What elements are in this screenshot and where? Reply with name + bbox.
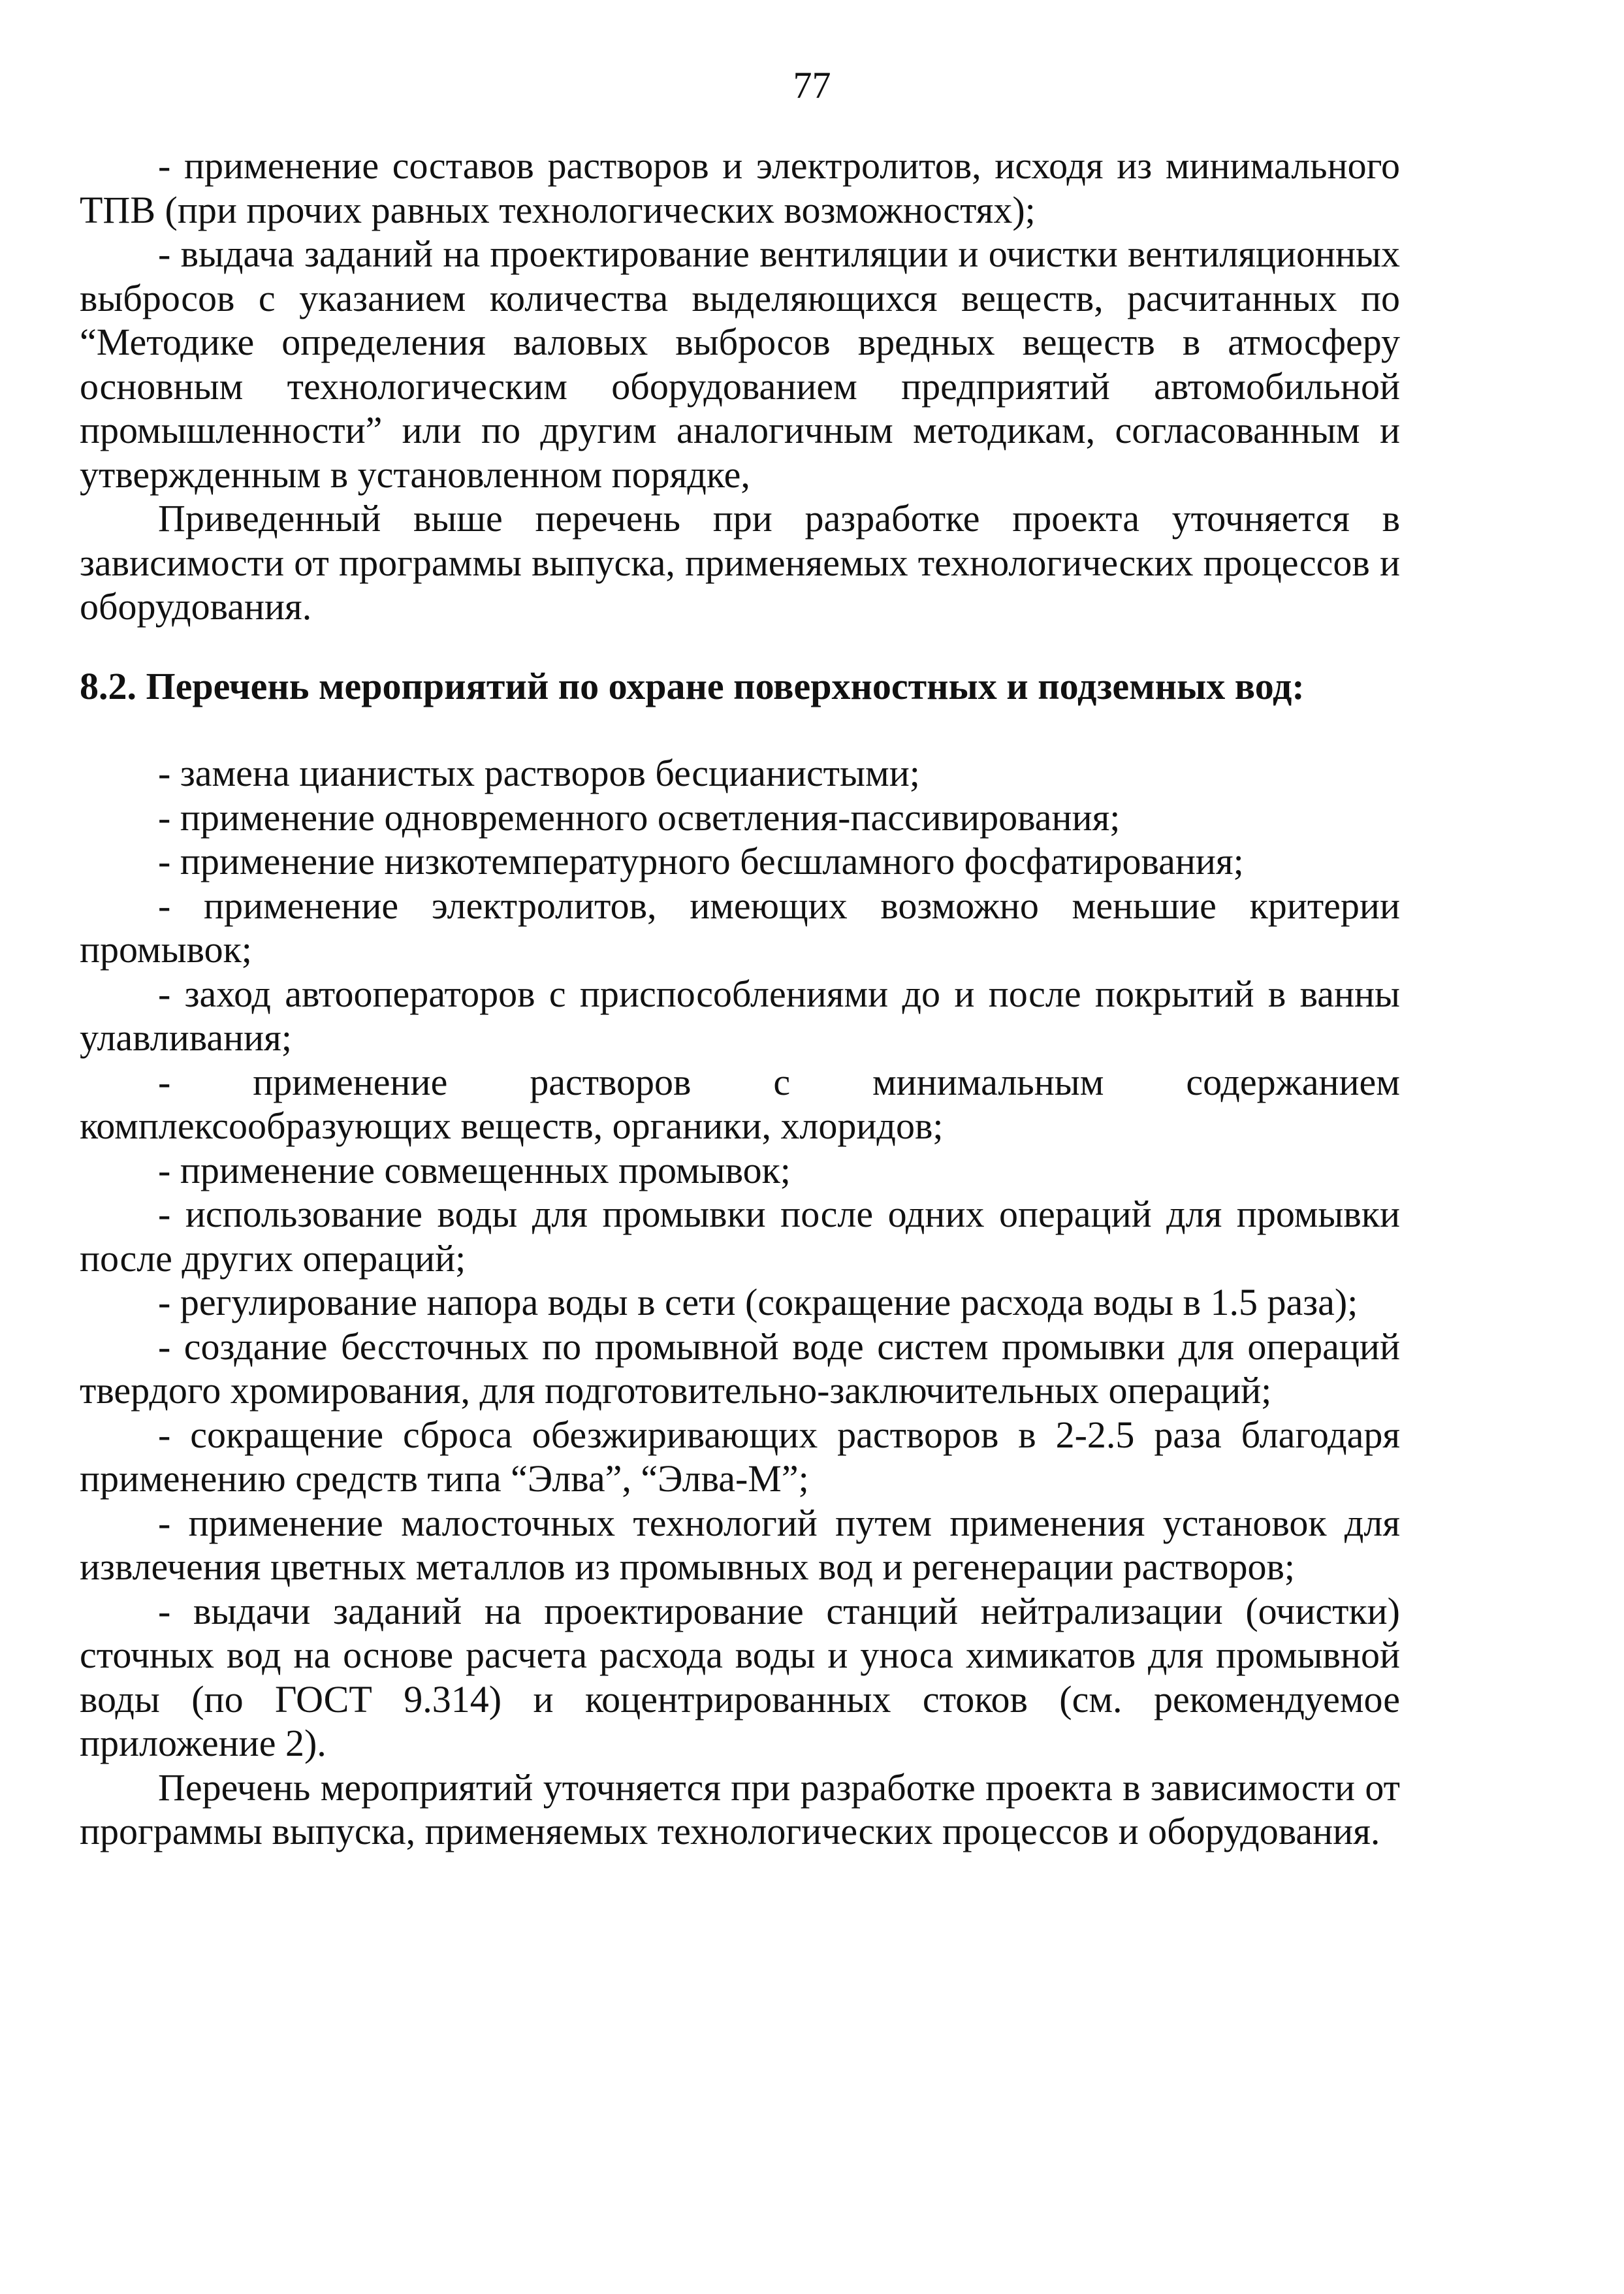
- measures-list: [80, 751, 1400, 1854]
- list-item: - выдачи заданий на проектирование станций нейтрализации (очистки) сточных вод на основе расчета расхода воды и уноса химикатов для промывной воды (по ГОСТ 9.314) и коцентрированных стоков (см. рекомендуемое приложение 2).: [80, 1589, 1400, 1764]
- list-item: - заход автооператоров с приспособлениями до и после покрытий в ванны улавливания;: [80, 972, 1400, 1059]
- list-item: - сокращение сброса обезжиривающих растворов в 2-2.5 раза благодаря применению средств типа “Элва”, “Элва-М”;: [80, 1413, 1400, 1500]
- list-item: - применение низкотемпературного бесшламного фосфатирования;: [158, 840, 1244, 882]
- list-item: - создание бессточных по промывной воде систем промывки для операций твердого хромирования, для подготовительно-заключительных операций;: [80, 1325, 1400, 1412]
- list-item: - применение одновременного осветления-пассивирования;: [158, 796, 1121, 839]
- paragraph: Приведенный выше перечень при разработке проекта уточняется в зависимости от программы выпуска, применяемых технологических процессов и оборудования.: [80, 497, 1400, 628]
- list-item: - применение совмещенных промывок;: [158, 1148, 791, 1191]
- list-item: - использование воды для промывки после одних операций для промывки после других операций;: [80, 1193, 1400, 1280]
- list-item: - применение составов растворов и электролитов, исходя из минимального ТПВ (при прочих равных технологических возможностях);: [80, 144, 1400, 231]
- list-item: - применение электролитов, имеющих возможно меньшие критерии промывок;: [80, 884, 1400, 971]
- intro-list: [80, 144, 1400, 629]
- section-heading: 8.2. Перечень мероприятий по охране поверхностных и подземных вод:: [80, 665, 1305, 707]
- page-number: 77: [793, 64, 831, 106]
- list-item: - применение малосточных технологий путем применения установок для извлечения цветных металлов из промывных вод и регенерации растворов;: [80, 1501, 1400, 1588]
- list-item: - регулирование напора воды в сети (сокращение расхода воды в 1.5 раза);: [158, 1281, 1358, 1323]
- list-item: - выдача заданий на проектирование вентиляции и очистки вентиляционных выбросов с указанием количества выделяющихся веществ, расчитанных по “Методике определения валовых выбросов вредных веществ в атмосферу основным технологическим оборудованием предприятий автомобильной промышленности” или по другим аналогичным методикам, согласованным и утвержденным в установленном порядке,: [80, 233, 1400, 496]
- list-item: - применение растворов с минимальным содержанием комплексообразующих веществ, органики, хлоридов;: [80, 1060, 1400, 1147]
- paragraph: Перечень мероприятий уточняется при разработке проекта в зависимости от программы выпуска, применяемых технологических процессов и оборудования.: [80, 1766, 1400, 1852]
- list-item: - замена цианистых растворов бесцианистыми;: [158, 752, 920, 794]
